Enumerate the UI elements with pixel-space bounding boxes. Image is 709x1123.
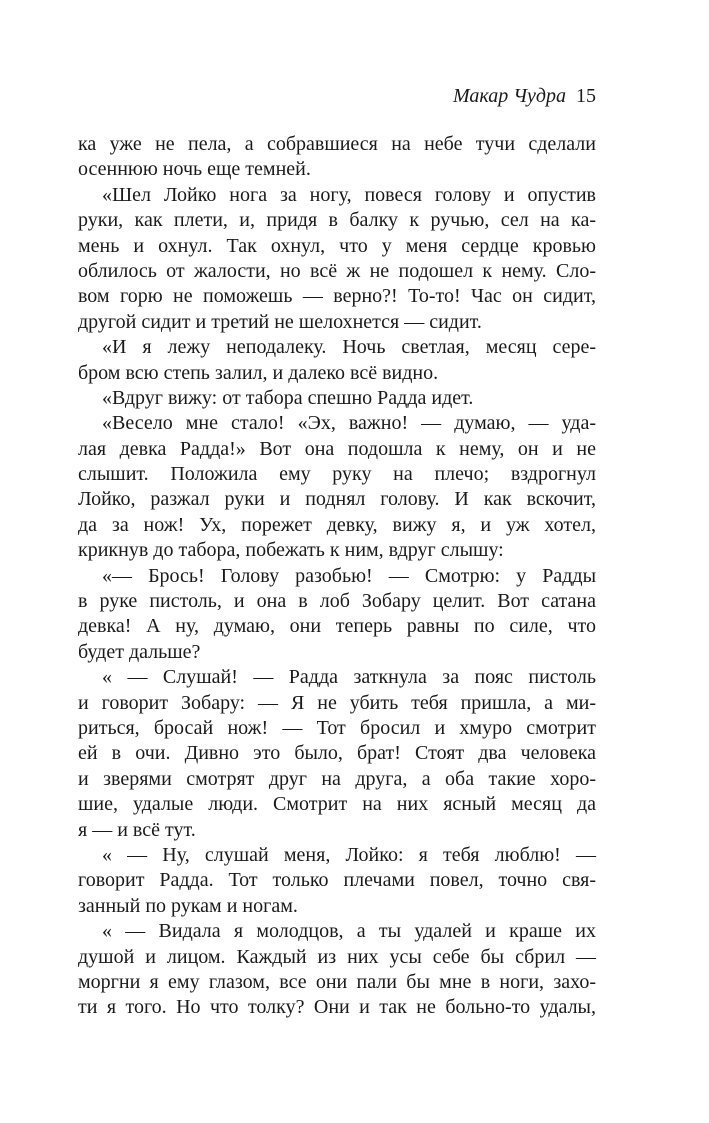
running-head <box>453 84 596 108</box>
text-line: «Вдруг вижу: от табора спешно Радда идет. <box>102 386 474 409</box>
text-line: шие, удалые люди. Смотрит на них ясный месяц да <box>78 793 596 816</box>
text-line: вом горю не поможешь — верно?! То-то! Час он сидит, <box>78 285 596 308</box>
text-line: и зверями смотрят друг на друга, а оба такие хоро- <box>78 767 596 790</box>
text-line: Лойко, разжал руки и поднял голову. И как вскочит, <box>78 488 596 511</box>
text-line: « — Слушай! — Радда заткнула за пояс пистоль <box>102 666 596 689</box>
text-line: девка! А ну, думаю, они теперь равны по силе, что <box>78 615 596 638</box>
text-line: «— Брось! Голову разобью! — Смотрю: у Радды <box>102 564 596 587</box>
text-line: « — Ну, слушай меня, Лойко: я тебя люблю! — <box>102 843 596 866</box>
text-line: «Весело мне стало! «Эх, важно! — думаю, — уда- <box>102 412 596 435</box>
page-number: 15 <box>576 85 596 107</box>
text-line: я — и всё тут. <box>78 818 196 841</box>
body-text <box>78 132 596 1021</box>
text-line: бром всю степь залил, и далеко всё видно. <box>78 361 439 384</box>
text-line: душой и лицом. Каждый из них усы себе бы сбрил — <box>78 945 596 968</box>
text-line: слышит. Положила ему руку на плечо; вздрогнул <box>78 463 596 486</box>
text-line: ей в очи. Дивно это было, брат! Стоят два человека <box>78 742 596 765</box>
text-line: « — Видала я молодцов, а ты удалей и краше их <box>102 920 596 943</box>
text-line: другой сидит и третий не шелохнется — сидит. <box>78 310 482 333</box>
text-line: мень и охнул. Так охнул, что у меня сердце кровью <box>78 234 596 257</box>
text-line: моргни я ему глазом, все они пали бы мне в ноги, захо- <box>78 970 596 993</box>
text-line: риться, бросай нож! — Тот бросил и хмуро смотрит <box>78 716 596 739</box>
text-line: и говорит Зобару: — Я не убить тебя пришла, а ми- <box>78 691 596 714</box>
running-head-title: Макар Чудра <box>453 85 566 107</box>
text-line: да за нож! Ух, порежет девку, вижу я, и уж хотел, <box>78 513 596 536</box>
text-line: руки, как плети, и, придя в балку к ручью, сел на ка- <box>78 209 596 232</box>
text-line: будет дальше? <box>78 640 201 663</box>
text-line: крикнув до табора, побежать к ним, вдруг слышу: <box>78 539 504 562</box>
text-line: ти я того. Но что толку? Они и так не больно-то удалы, <box>78 996 596 1019</box>
text-line: осеннюю ночь еще темней. <box>78 158 311 181</box>
text-line: занный по рукам и ногам. <box>78 894 298 917</box>
text-line: лая девка Радда!» Вот она подошла к нему, он и не <box>78 437 596 460</box>
text-line: облилось от жалости, но всё ж не подошел к нему. Сло- <box>78 259 596 282</box>
text-line: «И я лежу неподалеку. Ночь светлая, месяц сере- <box>102 336 596 359</box>
text-line: «Шел Лойко нога за ногу, повеся голову и опустив <box>102 183 596 206</box>
text-line: ка уже не пела, а собравшиеся на небе тучи сделали <box>78 133 596 155</box>
text-line: в руке пистоль, и она в лоб Зобару целит. Вот сатана <box>78 590 596 613</box>
text-line: говорит Радда. Тот только плечами повел, точно свя- <box>78 869 596 892</box>
